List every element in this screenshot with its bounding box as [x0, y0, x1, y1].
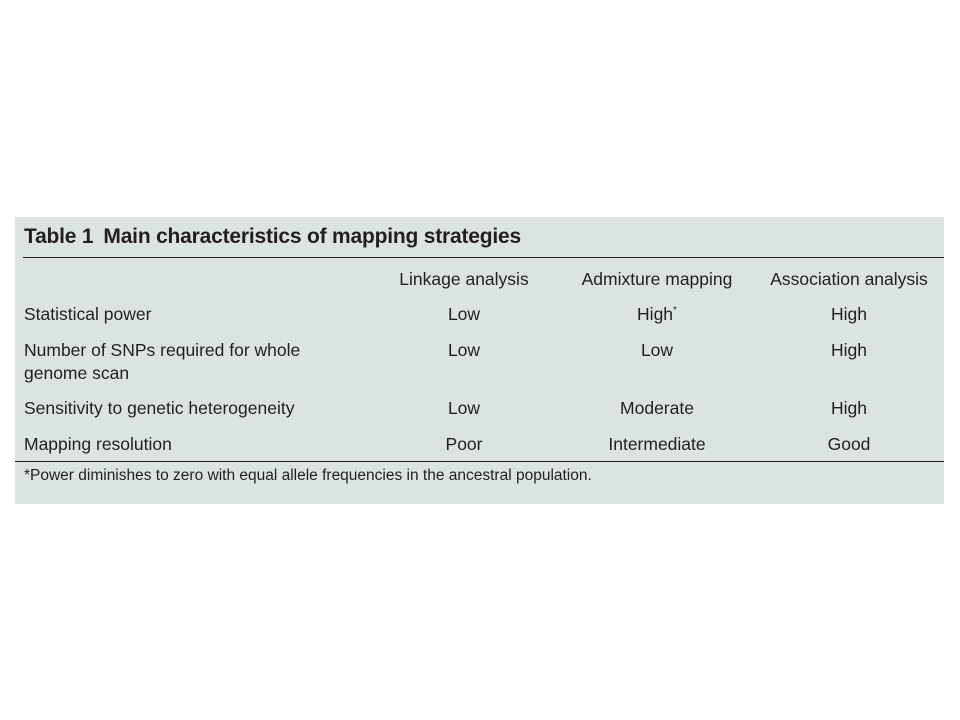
- cell-association-resolution: Good: [827, 434, 871, 454]
- cell-admixture-snps: Low: [640, 340, 674, 360]
- footnote-mark: *: [673, 305, 677, 316]
- row-label-snps-required: Number of SNPs required for whole genome scan: [24, 340, 301, 383]
- cell-admixture-sensitivity: Moderate: [620, 398, 694, 418]
- table-footnote: *Power diminishes to zero with equal allele frequencies in the ancestral population.: [24, 467, 592, 484]
- cell-association-power: High: [831, 304, 867, 324]
- table-title: [24, 225, 521, 249]
- cell-admixture-power: High*: [637, 304, 677, 324]
- column-header-admixture: Admixture mapping: [581, 269, 733, 289]
- table-caption: Main characteristics of mapping strategies: [103, 225, 521, 248]
- row-label-resolution: Mapping resolution: [24, 434, 172, 454]
- row-label-sensitivity: Sensitivity to genetic heterogeneity: [24, 398, 295, 418]
- cell-admixture-resolution: Intermediate: [608, 434, 706, 454]
- column-header-association: Association analysis: [770, 269, 928, 289]
- cell-linkage-snps: Low: [447, 340, 481, 360]
- table-number: Table 1: [24, 225, 94, 248]
- row-label-statistical-power: Statistical power: [24, 304, 152, 324]
- table-panel: [15, 217, 944, 504]
- column-header-linkage: Linkage analysis: [399, 269, 529, 289]
- cell-association-snps: High: [831, 340, 867, 360]
- header-rule: [23, 257, 944, 258]
- cell-linkage-power: Low: [447, 304, 481, 324]
- cell-linkage-sensitivity: Low: [447, 398, 481, 418]
- footer-rule: [15, 461, 944, 462]
- cell-association-sensitivity: High: [831, 398, 867, 418]
- cell-linkage-resolution: Poor: [445, 434, 483, 454]
